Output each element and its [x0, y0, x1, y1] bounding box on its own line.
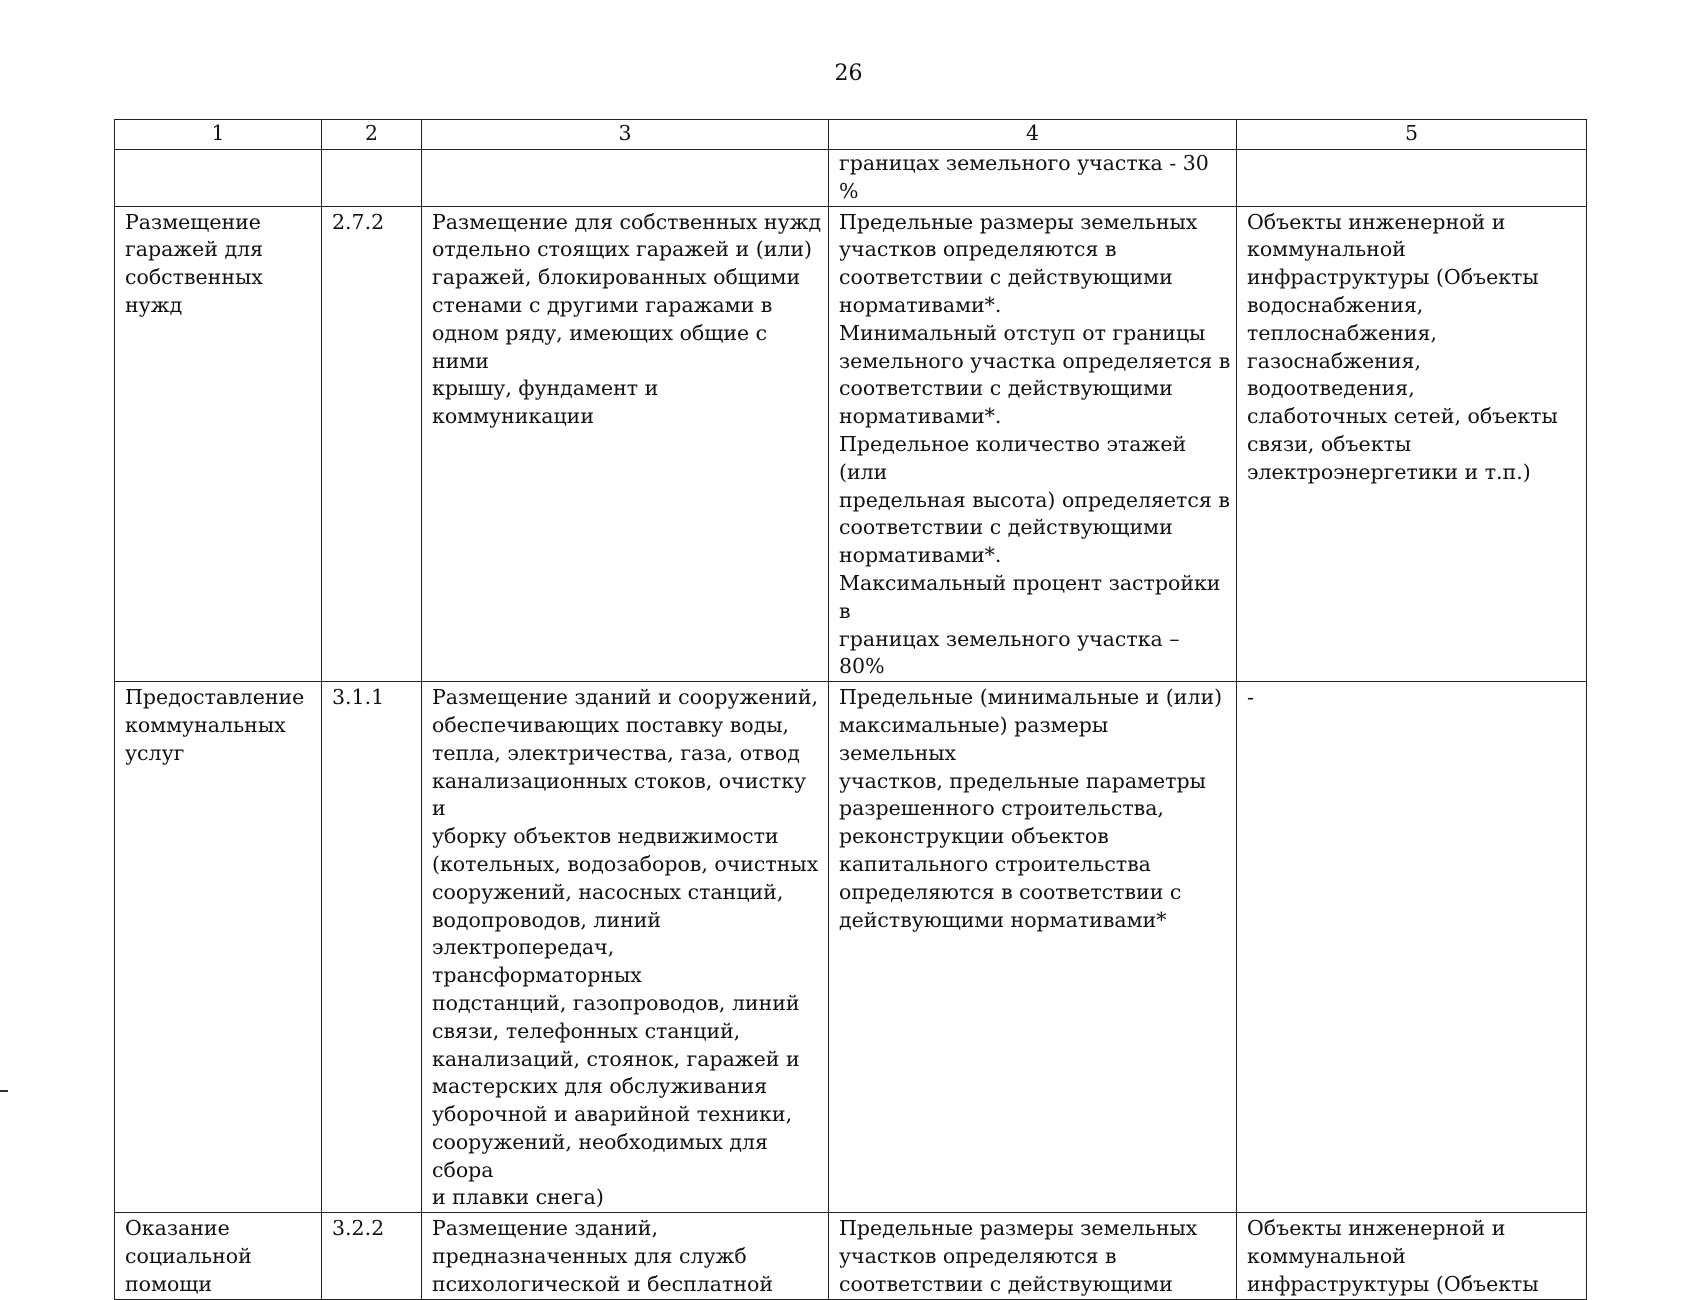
table-row — [115, 682, 1587, 1213]
table-cell — [1237, 150, 1587, 207]
use-type-description: Размещение зданий и сооружений, обеспечивающих поставку воды, тепла, электричества, газа, отвод канализационных стоков, очистку и уборку объектов недвижимости (котельных, водозаборов, очистных сооружений, насосных станций, водопроводов, линий электропередач, трансформаторных подстанций, газопроводов, линий связи, телефонных станций, канализаций, стоянок, гаражей и мастерских для обслуживания уборочной и аварийной техники, сооружений, необходимых для сбора и плавки снега) — [422, 682, 829, 1213]
header-col-1: 1 — [115, 120, 322, 150]
header-col-5: 5 — [1237, 120, 1587, 150]
use-type-parameters: Предельные (минимальные и (или) максимальные) размеры земельных участков, предельные параметры разрешенного строительства, реконструкции объектов капитального строительства определяются в соответствии с действующими нормативами* — [829, 682, 1237, 1213]
header-row — [115, 120, 1587, 150]
use-type-code: 2.7.2 — [322, 206, 422, 682]
use-type-name: Оказание социальной помощи — [115, 1213, 322, 1300]
use-type-description: Размещение зданий, предназначенных для служб психологической и бесплатной — [422, 1213, 829, 1300]
continuation-row — [115, 150, 1587, 207]
table-row — [115, 206, 1587, 682]
use-type-name: Предоставление коммунальных услуг — [115, 682, 322, 1213]
header-col-4: 4 — [829, 120, 1237, 150]
page-number: 26 — [834, 61, 863, 86]
use-type-code: 3.1.1 — [322, 682, 422, 1213]
header-col-2: 2 — [322, 120, 422, 150]
table-cell — [422, 150, 829, 207]
use-type-related: - — [1237, 682, 1587, 1213]
land-use-table — [114, 119, 1587, 1300]
use-type-code: 3.2.2 — [322, 1213, 422, 1300]
table-row — [115, 1213, 1587, 1300]
margin-mark — [0, 1090, 8, 1092]
use-type-parameters: Предельные размеры земельных участков определяются в соответствии с действующими нормативами*. Минимальный отступ от границы земельного участка определяется в соответствии с действующими нормативами*. Предельное количество этажей (или предельная высота) определяется в соответствии с действующими нормативами*. Максимальный процент застройки в границах земельного участка – 80% — [829, 206, 1237, 682]
table-cell — [322, 150, 422, 207]
use-type-parameters: Предельные размеры земельных участков определяются в соответствии с действующими — [829, 1213, 1237, 1300]
table-cell: границах земельного участка - 30 % — [829, 150, 1237, 207]
use-type-name: Размещение гаражей для собственных нужд — [115, 206, 322, 682]
header-col-3: 3 — [422, 120, 829, 150]
use-type-related: Объекты инженерной и коммунальной инфраструктуры (Объекты — [1237, 1213, 1587, 1300]
use-type-related: Объекты инженерной и коммунальной инфраструктуры (Объекты водоснабжения, теплоснабжения, газоснабжения, водоотведения, слаботочных сетей, объекты связи, объекты электроэнергетики и т.п.) — [1237, 206, 1587, 682]
use-type-description: Размещение для собственных нужд отдельно стоящих гаражей и (или) гаражей, блокированных общими стенами с другими гаражами в одном ряду, имеющих общие с ними крышу, фундамент и коммуникации — [422, 206, 829, 682]
table-cell — [115, 150, 322, 207]
